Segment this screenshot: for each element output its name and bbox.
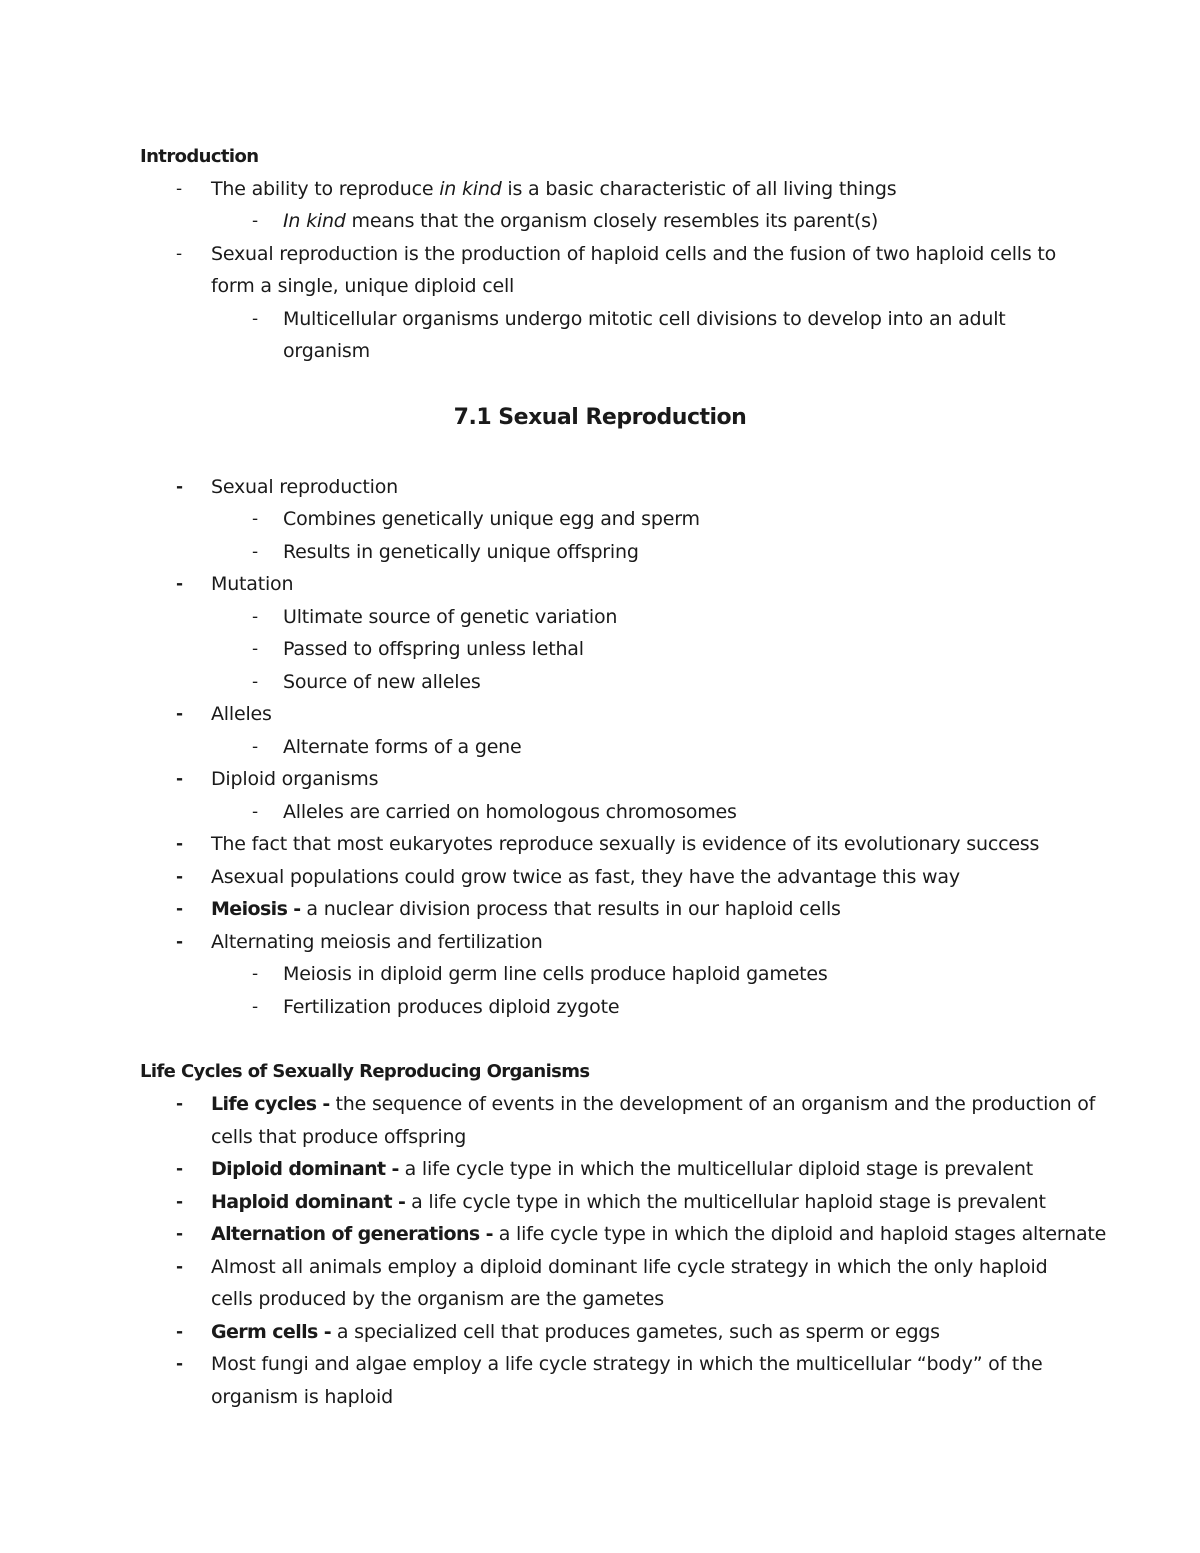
list-subitem: Alternate forms of a gene xyxy=(283,736,522,758)
list-subitem: Combines genetically unique egg and sperm xyxy=(283,508,700,530)
bullet-dash: - xyxy=(252,737,259,757)
list-subitem: Fertilization produces diploid zygote xyxy=(283,996,620,1018)
bullet-dash: - xyxy=(176,1354,184,1374)
bullet-dash: - xyxy=(176,1322,184,1342)
list-item: Alleles xyxy=(211,703,272,725)
bullet-dash: - xyxy=(252,542,259,562)
list-item: Alternating meiosis and fertilization xyxy=(211,931,543,953)
bullet-dash: - xyxy=(176,769,184,789)
bullet-dash: - xyxy=(176,1192,184,1212)
bullet-dash: - xyxy=(176,704,184,724)
bullet-dash: - xyxy=(252,607,259,627)
list-item: Asexual populations could grow twice as fast, they have the advantage this way xyxy=(211,866,960,888)
list-item-alternation: Alternation of generations - a life cycle type in which the diploid and haploid stages alternate xyxy=(211,1223,1107,1245)
list-subitem: Passed to offspring unless lethal xyxy=(283,638,584,660)
list-item-life-cycles: Life cycles - the sequence of events in the development of an organism and the production of xyxy=(211,1093,1096,1115)
bullet-dash: - xyxy=(176,1094,184,1114)
list-item: Sexual reproduction xyxy=(211,476,398,498)
bullet-dash: - xyxy=(176,477,184,497)
list-item: Mutation xyxy=(211,573,294,595)
list-item-haploid-dominant: Haploid dominant - a life cycle type in which the multicellular haploid stage is prevalent xyxy=(211,1191,1046,1213)
list-item-continuation: cells that produce offspring xyxy=(211,1126,467,1148)
list-item-meiosis: Meiosis - a nuclear division process that results in our haploid cells xyxy=(211,898,841,920)
bullet-dash: - xyxy=(252,509,259,529)
bullet-dash: - xyxy=(176,867,184,887)
bullet-dash: - xyxy=(252,211,259,231)
list-item-continuation: form a single, unique diploid cell xyxy=(211,275,515,297)
bullet-dash: - xyxy=(176,899,184,919)
bullet-dash: - xyxy=(252,802,259,822)
bullet-dash: - xyxy=(176,244,183,264)
bullet-dash: - xyxy=(252,964,259,984)
list-subitem: Multicellular organisms undergo mitotic cell divisions to develop into an adult xyxy=(283,308,1006,330)
list-item: Diploid organisms xyxy=(211,768,379,790)
list-item: Almost all animals employ a diploid dominant life cycle strategy in which the only haploid xyxy=(211,1256,1048,1278)
list-item-continuation: organism is haploid xyxy=(211,1386,393,1408)
bullet-dash: - xyxy=(252,672,259,692)
list-subitem: Results in genetically unique offspring xyxy=(283,541,639,563)
list-item: The ability to reproduce in kind is a basic characteristic of all living things xyxy=(211,178,897,200)
list-item-germ-cells: Germ cells - a specialized cell that produces gametes, such as sperm or eggs xyxy=(211,1321,940,1343)
bullet-dash: - xyxy=(176,1257,184,1277)
bullet-dash: - xyxy=(176,1159,184,1179)
bullet-dash: - xyxy=(252,997,259,1017)
bullet-dash: - xyxy=(176,179,183,199)
list-subitem-continuation: organism xyxy=(283,340,370,362)
list-item: Most fungi and algae employ a life cycle strategy in which the multicellular “body” of the xyxy=(211,1353,1043,1375)
section-title: 7.1 Sexual Reproduction xyxy=(453,405,747,430)
bullet-dash: - xyxy=(176,1224,184,1244)
list-item-continuation: cells produced by the organism are the gametes xyxy=(211,1288,664,1310)
list-subitem: In kind means that the organism closely resembles its parent(s) xyxy=(283,210,879,232)
bullet-dash: - xyxy=(176,932,184,952)
section-heading-life-cycles: Life Cycles of Sexually Reproducing Organisms xyxy=(140,1061,590,1082)
list-subitem: Ultimate source of genetic variation xyxy=(283,606,618,628)
section-heading-introduction: Introduction xyxy=(140,146,259,167)
bullet-dash: - xyxy=(252,309,259,329)
bullet-dash: - xyxy=(176,574,184,594)
list-item: The fact that most eukaryotes reproduce sexually is evidence of its evolutionary success xyxy=(211,833,1040,855)
bullet-dash: - xyxy=(252,639,259,659)
list-subitem: Meiosis in diploid germ line cells produce haploid gametes xyxy=(283,963,828,985)
list-item-diploid-dominant: Diploid dominant - a life cycle type in which the multicellular diploid stage is prevalent xyxy=(211,1158,1033,1180)
bullet-dash: - xyxy=(176,834,184,854)
list-subitem: Alleles are carried on homologous chromosomes xyxy=(283,801,737,823)
list-subitem: Source of new alleles xyxy=(283,671,481,693)
list-item: Sexual reproduction is the production of haploid cells and the fusion of two haploid cells to xyxy=(211,243,1057,265)
